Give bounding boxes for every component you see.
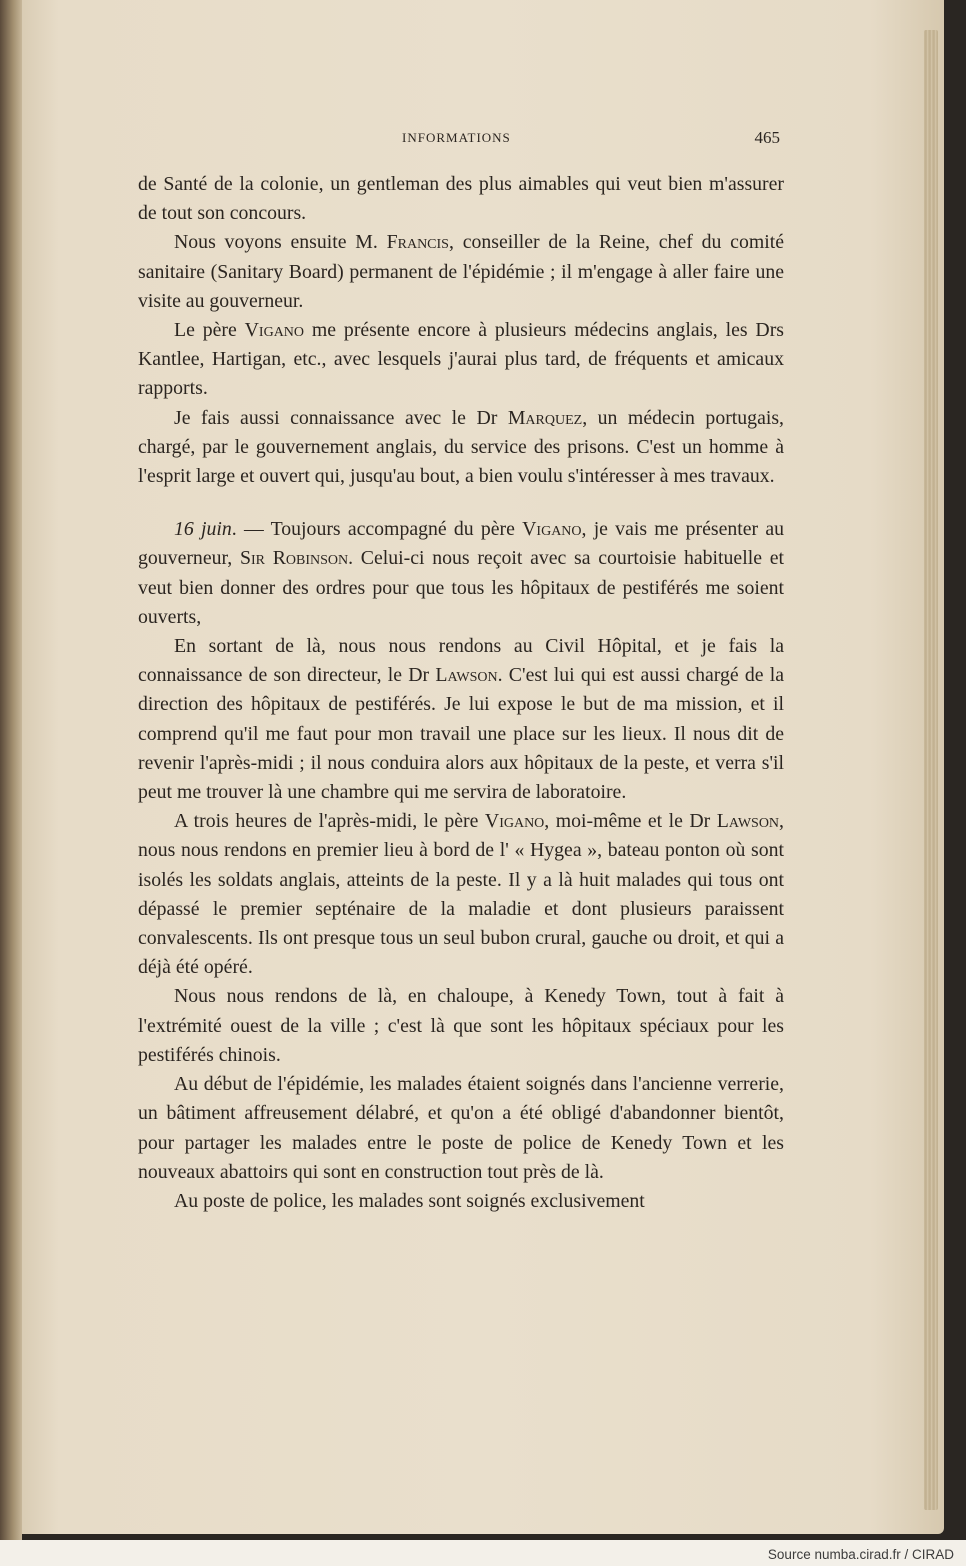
book-binding [0,0,22,1540]
person-name: Vigano [522,518,582,541]
paragraph-7: A trois heures de l'après-midi, le père Vigano, moi-même et le Dr Lawson, nous nous rendons en premier lieu à bord de l' « Hygea », bateau ponton où sont isolés les soldats anglais, atteints de la peste. Il y a là huit malades qui tous ont dépassé le premier septénaire de la maladie et dont plusieurs paraissent convalescents. Ils ont presque tous un seul bubon crural, gauche ou droit, et qui a déjà été opéré. [138,810,784,979]
paragraph-4: Je fais aussi connaissance avec le Dr Marquez, un médecin portugais, chargé, par le gouvernement anglais, du service des prisons. C'est un homme à l'esprit large et ouvert qui, jusqu'au bout, a bien voulu s'intéresser à mes travaux. [138,406,784,488]
paragraph-10: Au poste de police, les malades sont soignés exclusivement [174,1189,645,1212]
person-name: Vigano [484,810,545,833]
paragraph-1: de Santé de la colonie, un gentleman des plus aimables qui veut bien m'assurer de tout son concours. [138,173,784,225]
paragraph-6: En sortant de là, nous nous rendons au Civil Hôpital, et je fais la connaissance de son directeur, le Dr Lawson. C'est lui qui est aussi chargé de la direction des hôpitaux de pestiférés. Je lui expose le but de ma mission, et il comprend qu'il me faut pour mon travail une place sur les lieux. Il nous dit de revenir l'après-midi ; il nous conduira alors aux hôpitaux de la peste, et verra s'il peut me trouver là une chambre qui me servira de laboratoire. [138,635,785,804]
running-title: INFORMATIONS [402,130,511,145]
person-name: Francis [386,231,449,254]
person-name: Vigano [244,319,305,342]
person-name: Lawson [435,664,498,687]
person-name: Lawson [716,810,780,833]
source-credit: Source numba.cirad.fr / CIRAD [767,1547,954,1562]
page-edges [924,30,938,1510]
page-header [138,128,784,152]
person-name: Sir Robinson [239,547,349,570]
paragraph-5-dated-entry: 16 juin. — Toujours accompagné du père Vigano, je vais me présenter au gouverneur, Sir Robinson. Celui-ci nous reçoit avec sa courtoisie habituelle et veut bien donner des ordres pour que tous les hôpitaux de pestiférés me soient ouverts, [138,518,785,628]
paragraph-9: Au début de l'épidémie, les malades étaient soignés dans l'ancienne verrerie, un bâtiment affreusement délabré, et qu'on a été obligé d'abandonner bientôt, pour partager les malades entre le poste de police de Kenedy Town et les nouveaux abattoirs qui sont en construction tout près de là. [138,1073,784,1183]
paragraph-2: Nous voyons ensuite M. Francis, conseiller de la Reine, chef du comité sanitaire (Sanitary Board) permanent de l'épidémie ; il m'engage à aller faire une visite au gouverneur. [138,231,784,312]
paragraph-8: Nous nous rendons de là, en chaloupe, à Kenedy Town, tout à fait à l'extrémité ouest de la ville ; c'est là que sont les hôpitaux spéciaux pour les pestiférés chinois. [138,985,784,1066]
body-text [138,170,784,1216]
person-name: Marquez [507,406,583,429]
entry-date: 16 juin [174,518,232,541]
paragraph-3: Le père Vigano me présente encore à plusieurs médecins anglais, les Drs Kantlee, Hartigan, etc., avec lesquels j'aurai plus tard, de fréquents et amicaux rapports. [138,319,785,400]
page-number: 465 [754,128,780,147]
